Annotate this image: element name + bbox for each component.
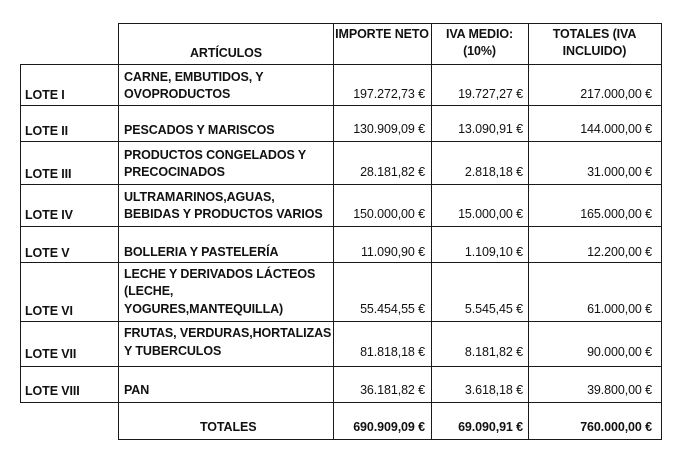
- articulo-line: PRODUCTOS CONGELADOS Y: [124, 148, 307, 162]
- totals-importe-neto: 690.909,09 €: [353, 420, 425, 434]
- iva-value: 2.818,18 €: [464, 165, 523, 179]
- rule-col-articulos: [118, 23, 119, 440]
- rule-left: [20, 64, 21, 403]
- rule-row: [20, 366, 662, 367]
- importe-neto-value: 36.181,82 €: [360, 383, 425, 397]
- totals-total: 760.000,00 €: [580, 420, 652, 434]
- articulo-line: FRUTAS, VERDURAS,HORTALIZAS: [124, 326, 332, 340]
- header-iva-line2: (10%): [463, 44, 496, 58]
- lote-label: LOTE I: [25, 88, 65, 102]
- rule-row: [20, 402, 662, 403]
- articulo-line: OVOPRODUCTOS: [124, 87, 231, 101]
- importe-neto-value: 81.818,18 €: [360, 345, 425, 359]
- total-value: 61.000,00 €: [587, 302, 652, 316]
- rule-row: [20, 105, 662, 106]
- header-totales-line1: TOTALES (IVA: [552, 27, 637, 41]
- totals-label: TOTALES: [200, 420, 257, 434]
- articulo-line: Y TUBERCULOS: [124, 344, 222, 358]
- articulo-line: CARNE, EMBUTIDOS, Y: [124, 70, 264, 84]
- importe-neto-value: 55.454,55 €: [360, 302, 425, 316]
- rule-row: [20, 226, 662, 227]
- lote-label: LOTE VI: [25, 304, 73, 318]
- lote-label: LOTE II: [25, 124, 69, 138]
- header-articulos: ARTÍCULOS: [190, 46, 263, 60]
- total-value: 217.000,00 €: [580, 87, 652, 101]
- total-value: 90.000,00 €: [587, 345, 652, 359]
- articulo-line: ULTRAMARINOS,AGUAS,: [124, 190, 275, 204]
- lote-label: LOTE IV: [25, 208, 73, 222]
- totals-iva: 69.090,91 €: [458, 420, 523, 434]
- rule-row: [20, 184, 662, 185]
- header-iva-line1: IVA MEDIO:: [445, 27, 514, 41]
- iva-value: 13.090,91 €: [458, 122, 523, 136]
- lote-label: LOTE VIII: [25, 384, 80, 398]
- rule-bottom: [118, 439, 662, 440]
- iva-value: 1.109,10 €: [464, 245, 523, 259]
- articulo-line: YOGURES,MANTEQUILLA): [124, 302, 284, 316]
- lote-label: LOTE V: [25, 246, 70, 260]
- rule-right: [661, 23, 662, 440]
- lote-label: LOTE III: [25, 167, 72, 181]
- rule-row: [20, 321, 662, 322]
- importe-neto-value: 197.272,73 €: [353, 87, 425, 101]
- lote-label: LOTE VII: [25, 347, 77, 361]
- total-value: 12.200,00 €: [587, 245, 652, 259]
- articulo-line: BEBIDAS Y PRODUCTOS VARIOS: [124, 207, 323, 221]
- importe-neto-value: 150.000,00 €: [353, 207, 425, 221]
- articulo-line: LECHE Y DERIVADOS LÁCTEOS: [124, 267, 316, 281]
- total-value: 144.000,00 €: [580, 122, 652, 136]
- articulo-line: (LECHE,: [124, 284, 174, 298]
- total-value: 39.800,00 €: [587, 383, 652, 397]
- importe-neto-value: 11.090,90 €: [360, 245, 425, 259]
- rule-row: [20, 262, 662, 263]
- header-totales-line2: INCLUIDO): [562, 44, 627, 58]
- iva-value: 3.618,18 €: [464, 383, 523, 397]
- iva-value: 8.181,82 €: [464, 345, 523, 359]
- iva-value: 5.545,45 €: [464, 302, 523, 316]
- total-value: 165.000,00 €: [580, 207, 652, 221]
- rule-row: [20, 141, 662, 142]
- total-value: 31.000,00 €: [587, 165, 652, 179]
- rule-header-bottom: [20, 64, 662, 65]
- articulo-line: PRECOCINADOS: [124, 165, 225, 179]
- rule-top: [118, 23, 662, 24]
- articulo-line: PESCADOS Y MARISCOS: [124, 123, 275, 137]
- articulo-line: PAN: [124, 383, 150, 397]
- iva-value: 19.727,27 €: [458, 87, 523, 101]
- iva-value: 15.000,00 €: [458, 207, 523, 221]
- articulo-line: BOLLERIA Y PASTELERÍA: [124, 245, 279, 259]
- importe-neto-value: 130.909,09 €: [353, 122, 425, 136]
- importe-neto-value: 28.181,82 €: [360, 165, 425, 179]
- header-importe-neto: IMPORTE NETO: [335, 27, 429, 41]
